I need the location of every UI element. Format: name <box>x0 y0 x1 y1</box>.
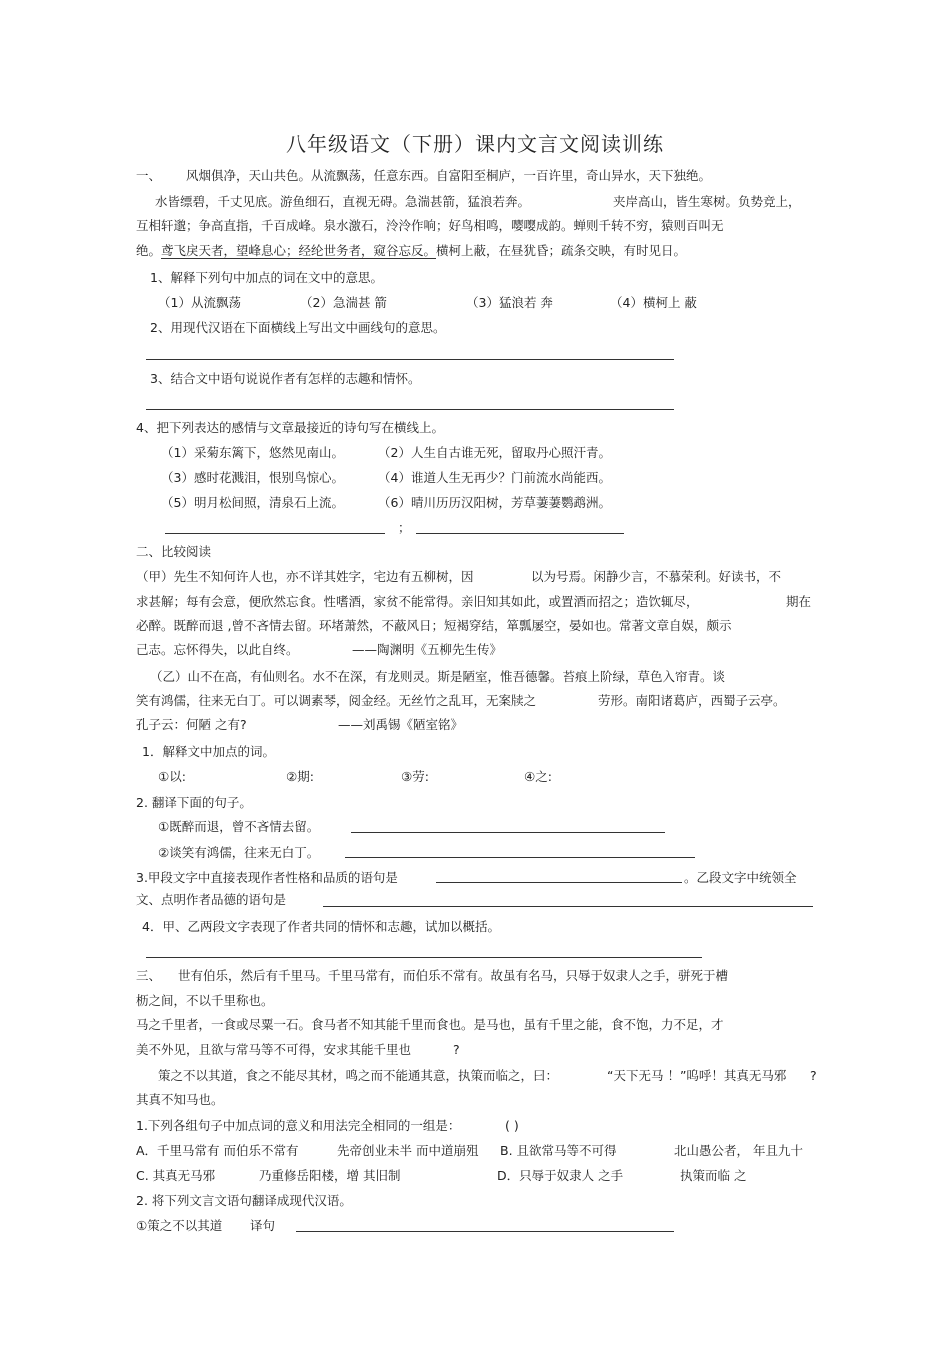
option-c: 乃重修岳阳楼，增 其旧制 <box>259 1168 401 1183</box>
passage-a-line: 求甚解；每有会意，便欣然忘食。性嗜酒，家贫不能常得。亲旧知其如此，或置酒而招之；造饮辄尽， <box>136 594 699 609</box>
semicolon: ； <box>398 520 411 535</box>
translate-item: ②谈笑有鸿儒，往来无白丁。 <box>158 845 320 860</box>
source-a: ——陶渊明《五柳先生传》 <box>352 642 503 657</box>
question-1-option: （2）急湍甚 箭 <box>300 295 387 310</box>
word-item: ③劳: <box>401 769 429 784</box>
poem-option: （3）感时花溅泪，恨别鸟惊心。 <box>161 470 344 485</box>
passage-b-line: （乙）山不在高，有仙则名。水不在深，有龙则灵。斯是陋室，惟吾德馨。苔痕上阶绿，草色入帘青。谈 <box>150 669 726 684</box>
passage-3-line: 策之不以其道，食之不能尽其材，鸣之而不能通其意，执策而临之，曰： <box>158 1068 559 1083</box>
passage-3-line: ? <box>453 1042 460 1057</box>
source-b: ——刘禹锡《陋室铭》 <box>338 717 464 732</box>
question-2: 2. 将下列文言文语句翻译成现代汉语。 <box>136 1193 352 1208</box>
passage-a-line: 期在 <box>786 594 812 609</box>
option-d: D．只辱于奴隶人 之手 <box>497 1168 624 1183</box>
passage-1-line: 水皆缥碧，千丈见底。游鱼细石，直视无碍。急湍甚箭，猛浪若奔。 <box>155 194 531 209</box>
answer-line[interactable] <box>146 409 674 410</box>
option-a: 先帝创业未半 而中道崩殂 <box>337 1143 479 1158</box>
word-item: ①以: <box>158 769 186 784</box>
passage-3-line: ? <box>810 1068 817 1083</box>
option-c: C. 其真无马邪 <box>136 1168 216 1183</box>
passage-3-line: 枥之间，不以千里称也。 <box>136 993 274 1008</box>
answer-line[interactable] <box>146 957 702 958</box>
option-d: 执策而临 之 <box>680 1168 747 1183</box>
question-3: 3.甲段文字中直接表现作者性格和品质的语句是 <box>136 870 398 885</box>
option-a: A．千里马常有 而伯乐不常有 <box>136 1143 299 1158</box>
translate-item: ①策之不以其道 <box>136 1218 223 1233</box>
answer-line[interactable] <box>416 533 624 534</box>
translate-label: 译句 <box>250 1218 276 1233</box>
question-2: 2. 翻译下面的句子。 <box>136 795 252 810</box>
question-1: 1、解释下列句中加点的词在文中的意思。 <box>150 270 383 285</box>
option-b: B. 且欲常马等不可得 <box>500 1143 617 1158</box>
poem-option: （5）明月松间照，清泉石上流。 <box>161 495 344 510</box>
passage-a-line: 以为号焉。闲静少言，不慕荣利。好读书，不 <box>531 569 782 584</box>
passage-1-line: 绝。鸢飞戾天者，望峰息心；经纶世务者，窥谷忘反。横柯上蔽，在昼犹昏；疏条交映，有时见日。 <box>136 243 687 258</box>
answer-line[interactable] <box>146 359 674 360</box>
underlined-sentence: 鸢飞戾天者，望峰息心；经纶世务者，窥谷忘反。 <box>161 243 437 258</box>
answer-line[interactable] <box>436 882 682 883</box>
question-1: 1．解释文中加点的词。 <box>142 744 275 759</box>
passage-b-line: 劳形。南阳诸葛庐，西蜀子云亭。 <box>598 693 786 708</box>
poem-option: （2）人生自古谁无死，留取丹心照汗青。 <box>378 445 611 460</box>
passage-a-line: （甲）先生不知何许人也，亦不详其姓字，宅边有五柳树，因 <box>136 569 474 584</box>
passage-3-line: “天下无马 ！”呜呼！其真无马邪 <box>607 1068 787 1083</box>
word-item: ②期: <box>286 769 314 784</box>
question-2: 2、用现代汉语在下面横线上写出文中画线句的意思。 <box>150 320 446 335</box>
question-1-option: （1）从流飘荡 <box>158 295 241 310</box>
passage-3-line: 世有伯乐，然后有千里马。千里马常有，而伯乐不常有。故虽有名马，只辱于奴隶人之手，骈死于槽 <box>178 968 729 983</box>
passage-1-line: 夹岸高山，皆生寒树。负势竞上， <box>613 194 801 209</box>
question-4: 4．甲、乙两段文字表现了作者共同的情怀和志趣，试加以概括。 <box>142 919 500 934</box>
section-2-label: 二、比较阅读 <box>136 544 212 559</box>
question-3: 。乙段文字中统领全 <box>684 870 797 885</box>
answer-line[interactable] <box>165 533 385 534</box>
section-1-label: 一、 <box>136 168 162 183</box>
passage-a-line: 己志。忘怀得失，以此自终。 <box>136 642 299 657</box>
question-4: 4、把下列表达的感情与文章最接近的诗句写在横线上。 <box>136 420 444 435</box>
answer-line[interactable] <box>323 906 813 907</box>
question-1: 1.下列各组句子中加点词的意义和用法完全相同的一组是： <box>136 1118 461 1133</box>
passage-1-line: 风烟俱净，天山共色。从流飘荡，任意东西。自富阳至桐庐，一百许里，奇山异水，天下独绝。 <box>186 168 712 183</box>
answer-line[interactable] <box>345 857 695 858</box>
page-title: 八年级语文（下册）课内文言文阅读训练 <box>286 132 664 156</box>
passage-b-line: 孔子云：何陋 之有? <box>136 717 247 732</box>
poem-option: （6）晴川历历汉阳树，芳草萋萋鹦鹉洲。 <box>378 495 611 510</box>
section-3-label: 三、 <box>136 968 162 983</box>
option-b: 北山愚公者， 年且九十 <box>674 1143 803 1158</box>
answer-line[interactable] <box>296 1231 674 1232</box>
question-1-option: （3）猛浪若 奔 <box>466 295 553 310</box>
question-3: 3、结合文中语句说说作者有怎样的志趣和情怀。 <box>150 371 421 386</box>
question-1-option: （4）横柯上 蔽 <box>610 295 697 310</box>
answer-line[interactable] <box>351 832 665 833</box>
word-item: ④之: <box>524 769 552 784</box>
translate-item: ①既醉而退，曾不吝情去留。 <box>158 819 320 834</box>
answer-parentheses[interactable]: ( ) <box>505 1118 519 1133</box>
passage-b-line: 笑有鸿儒，往来无白丁。可以调素琴，阅金经。无丝竹之乱耳，无案牍之 <box>136 693 537 708</box>
passage-3-line: 其真不知马也。 <box>136 1092 224 1107</box>
passage-3-line: 美不外见，且欲与常马等不可得，安求其能千里也 <box>136 1042 412 1057</box>
poem-option: （1）采菊东篱下，悠然见南山。 <box>161 445 344 460</box>
poem-option: （4）谁道人生无再少？门前流水尚能西。 <box>378 470 611 485</box>
question-3: 文、点明作者品德的语句是 <box>136 892 287 907</box>
passage-3-line: 马之千里者，一食或尽粟一石。食马者不知其能千里而食也。是马也，虽有千里之能，食不饱，力不足，才 <box>136 1017 724 1032</box>
passage-1-line: 互相轩邈；争高直指，千百成峰。泉水激石，泠泠作响；好鸟相鸣，嘤嘤成韵。蝉则千转不穷，猿则百叫无 <box>136 218 724 233</box>
passage-a-line: 必醉。既醉而退 ,曾不吝情去留。环堵萧然，不蔽风日；短褐穿结，箪瓢屡空，晏如也。常著文章自娱，颇示 <box>136 618 732 633</box>
